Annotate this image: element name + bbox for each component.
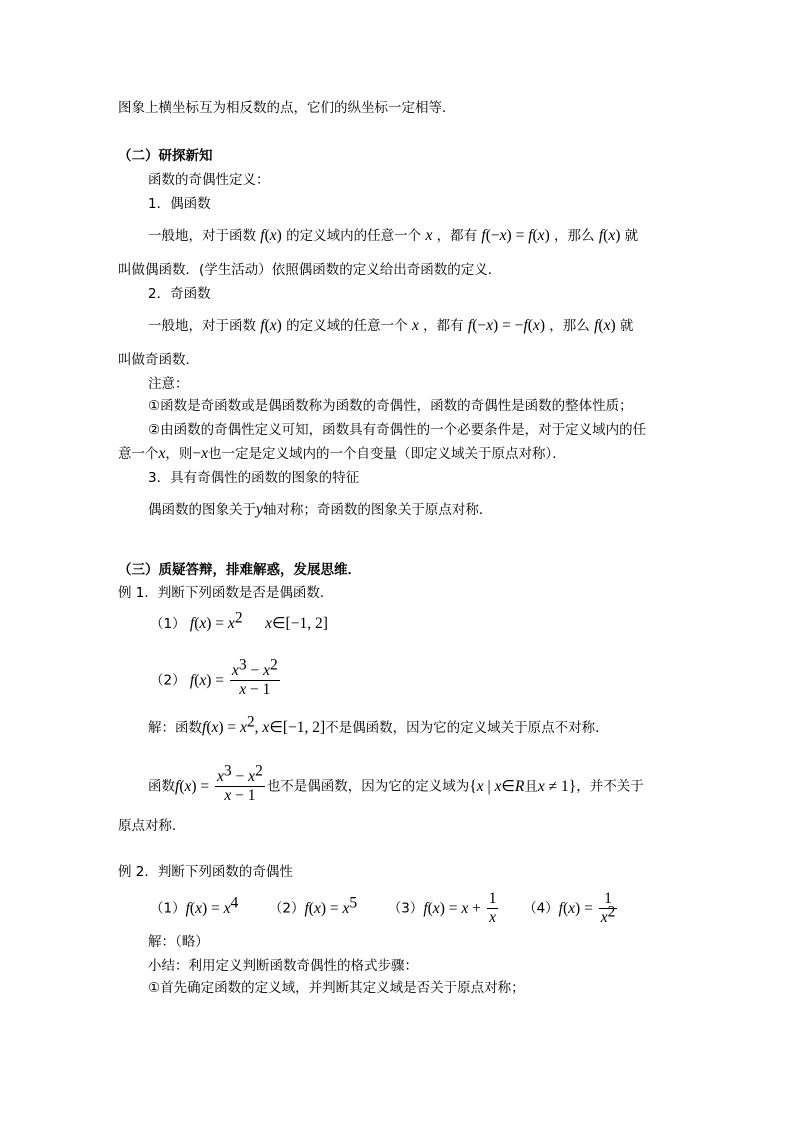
odd-text-e: 就: [619, 318, 634, 334]
formula-even-condition: f(−x) = f(x): [481, 227, 550, 244]
even-text-a: 一般地，对于函数: [148, 228, 256, 244]
item-label-2: （2）: [150, 672, 186, 689]
item-label-4: （4）: [523, 900, 559, 917]
example-2-items: [150, 890, 619, 927]
odd-text-b: 的定义域的任意一个: [286, 318, 408, 334]
formula-fx: f(x): [594, 317, 616, 334]
formula-x-squared: $f(x) = x^2$: [189, 609, 243, 632]
even-definition-line1: [148, 226, 638, 246]
formula-domain: x∈[−1, 2]: [265, 615, 328, 632]
formula-fx: f(x): [260, 227, 282, 244]
var-x: x: [411, 317, 419, 334]
solution2-text-c: ，并不关于: [576, 778, 644, 795]
note3-text-a: 意一个: [118, 446, 159, 462]
example-1-title: 例 1．判断下列函数是否是偶函数．: [118, 585, 334, 601]
even-text-e: 就: [624, 228, 639, 244]
even-text-b: 的定义域内的任意一个: [286, 228, 422, 244]
example-2-title: 例 2．判断下列函数的奇偶性: [118, 864, 293, 880]
note3-text-b: ，则: [165, 446, 193, 462]
example-1-item-2: [150, 656, 282, 699]
item-label-1: （1）: [150, 616, 186, 632]
solution-2-line2: 原点对称．: [118, 818, 186, 834]
summary-title: 小结：利用定义判断函数奇偶性的格式步骤：: [148, 958, 418, 974]
formula-odd-condition: f(−x) = −f(x): [467, 317, 545, 334]
section-heading-2: （二）研探新知: [118, 148, 213, 164]
odd-text-c: ，都有: [423, 318, 464, 334]
var-x: x: [425, 227, 433, 244]
solution-text-a: 解：函数: [148, 720, 202, 736]
note-1: ①函数是奇函数或是偶函数称为函数的奇偶性，函数的奇偶性是函数的整体性质；: [148, 398, 633, 414]
formula-rational: f(x) = $\frac{x^3 - x^2}{x - 1}$: [189, 656, 278, 698]
formula-neg-x: −x: [192, 445, 209, 462]
formula-fx: f(x): [260, 317, 282, 334]
item-label-2: （2）: [268, 900, 305, 917]
even-definition-line2: 叫做偶函数．(学生活动）依照偶函数的定义给出奇函数的定义．: [118, 262, 502, 278]
formula-domain-set: {x | x∈R且x ≠ 1}: [469, 777, 577, 795]
formula-x5: $f(x) = x^5$: [304, 894, 358, 917]
paragraph-graph-symmetry: 图象上横坐标互为相反数的点，它们的纵坐标一定相等．: [118, 100, 456, 116]
odd-definition-line1: [148, 316, 633, 336]
odd-function-title: 2．奇函数: [148, 286, 211, 302]
solution-1: [148, 713, 609, 738]
formula-fx: f(x): [598, 227, 621, 244]
solution2-text-b: 也不是偶函数，因为它的定义域为: [266, 778, 470, 795]
note-3: [118, 444, 566, 464]
feature-title: 3．具有奇偶性的函数的图象的特征: [148, 470, 360, 486]
var-y: y: [256, 501, 263, 518]
formula-x4: $f(x) = x^4$: [185, 894, 239, 917]
odd-text-a: 一般地，对于函数: [148, 318, 256, 334]
set-and-text: 且: [524, 778, 538, 795]
formula-rational: f(x) = $\frac{x^3 - x^2}{x - 1}$: [175, 762, 263, 804]
note-title: 注意：: [148, 376, 189, 392]
feature-line: [148, 500, 492, 520]
odd-text-d: ，那么: [549, 318, 590, 334]
solution-text-b: 不是偶函数，因为它的定义域关于原点不对称．: [325, 720, 609, 736]
feature-text-b: 轴对称；奇函数的图象关于原点对称．: [262, 502, 493, 518]
formula-inverse-square: f(x) = $\frac{1}{x^2}$: [558, 890, 616, 926]
example-1-item-1: [150, 609, 328, 634]
note-2: ②由函数的奇偶性定义可知，函数具有奇偶性的一个必要条件是，对于定义域内的任: [148, 422, 647, 438]
var-x: x: [158, 445, 166, 462]
feature-text-a: 偶函数的图象关于: [148, 502, 256, 518]
summary-step-1: ①首先确定函数的定义域，并判断其定义域是否关于原点对称；: [148, 980, 525, 996]
answer-omitted: 解：（略）: [148, 934, 209, 950]
even-function-title: 1．偶函数: [148, 196, 211, 212]
formula-x-plus-reciprocal: f(x) = x + $\frac{1}{x}$: [423, 890, 497, 926]
solution-2: [148, 762, 644, 805]
odd-definition-line2: 叫做奇函数．: [118, 352, 199, 368]
even-text-d: ，那么: [554, 228, 595, 244]
even-text-c: ，都有: [436, 228, 478, 244]
note3-text-c: 也一定是定义域内的一个自变量（即定义域关于原点对称）．: [208, 446, 566, 462]
formula-x-squared-domain: $f(x) = x^2$, x∈[−1, 2]: [202, 713, 326, 736]
solution2-text-a: 函数: [148, 778, 175, 795]
section-heading-3: （三）质疑答辩，排难解惑，发展思维．: [118, 562, 361, 578]
item-label-3: （3）: [387, 900, 424, 917]
item-label-1: （1）: [150, 900, 186, 917]
definition-intro: 函数的奇偶性定义：: [148, 172, 270, 188]
